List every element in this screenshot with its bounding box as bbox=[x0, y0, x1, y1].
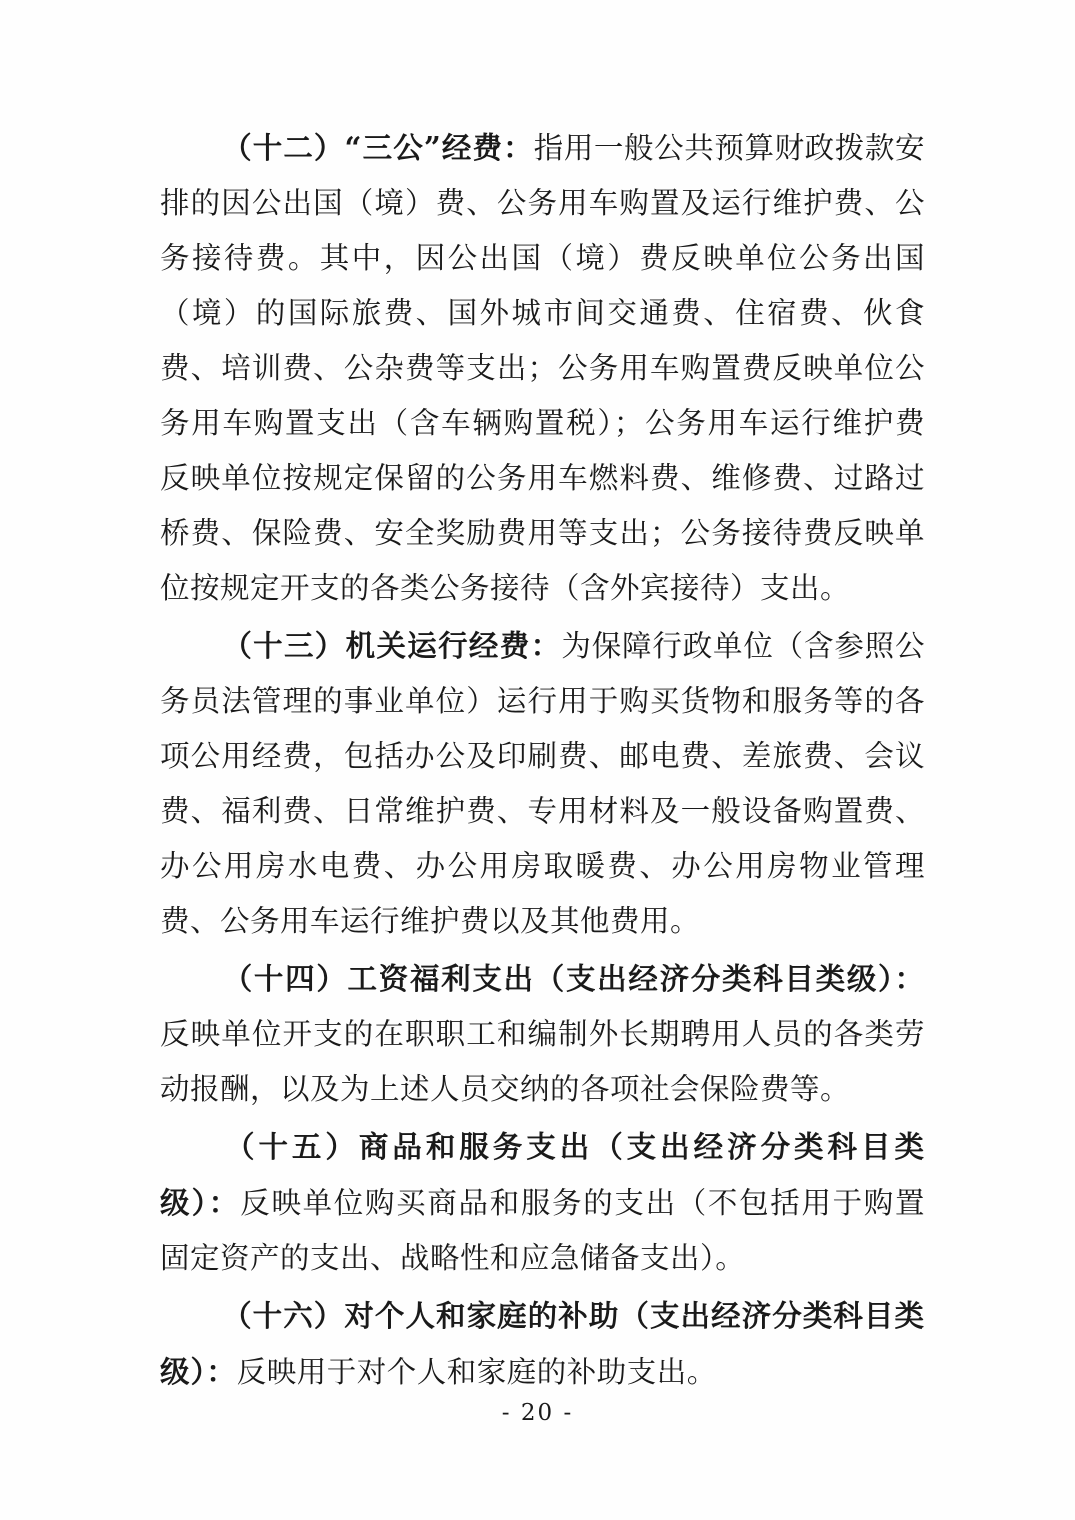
paragraph-16-lead: （十六）对个人和家庭的补助（支出经济分类科目类级）： bbox=[160, 1298, 925, 1389]
paragraph-13-lead: （十三）机关运行经费： bbox=[222, 628, 562, 663]
paragraph-16-body: 反映用于对个人和家庭的补助支出。 bbox=[236, 1355, 717, 1389]
paragraph-12 bbox=[160, 120, 925, 616]
paragraph-12-body: 指用一般公共预算财政拨款安排的因公出国（境）费、公务用车购置及运行维护费、公务接待费。其中，因公出国（境）费反映单位公务出国（境）的国际旅费、国外城市间交通费、住宿费、伙食费、培训费、公杂费等支出；公务用车购置费反映单位公务用车购置支出（含车辆购置税）；公务用车运行维护费反映单位按规定保留的公务用车燃料费、维修费、过路过桥费、保险费、安全奖励费用等支出；公务接待费反映单位按规定开支的各类公务接待（含外宾接待）支出。 bbox=[160, 131, 925, 605]
paragraph-15-lead: （十五）商品和服务支出（支出经济分类科目类级）： bbox=[160, 1129, 925, 1220]
paragraph-14 bbox=[160, 951, 925, 1117]
document-body bbox=[160, 120, 925, 1402]
paragraph-15-body: 反映单位购买商品和服务的支出（不包括用于购置固定资产的支出、战略性和应急储备支出）。 bbox=[160, 1186, 925, 1275]
page-number: - 20 - bbox=[501, 1400, 574, 1426]
paragraph-13 bbox=[160, 618, 925, 949]
paragraph-12-lead: （十二）“三公”经费： bbox=[222, 130, 534, 165]
paragraph-14-body: 反映单位开支的在职职工和编制外长期聘用人员的各类劳动报酬，以及为上述人员交纳的各项社会保险费等。 bbox=[160, 1017, 925, 1106]
paragraph-15 bbox=[160, 1119, 925, 1286]
paragraph-14-lead: （十四）工资福利支出（支出经济分类科目类级）： bbox=[222, 961, 925, 996]
paragraph-13-body: 为保障行政单位（含参照公务员法管理的事业单位）运行用于购买货物和服务等的各项公用经费，包括办公及印刷费、邮电费、差旅费、会议费、福利费、日常维护费、专用材料及一般设备购置费、办公用房水电费、办公用房取暖费、办公用房物业管理费、公务用车运行维护费以及其他费用。 bbox=[160, 629, 925, 938]
paragraph-16 bbox=[160, 1288, 925, 1400]
